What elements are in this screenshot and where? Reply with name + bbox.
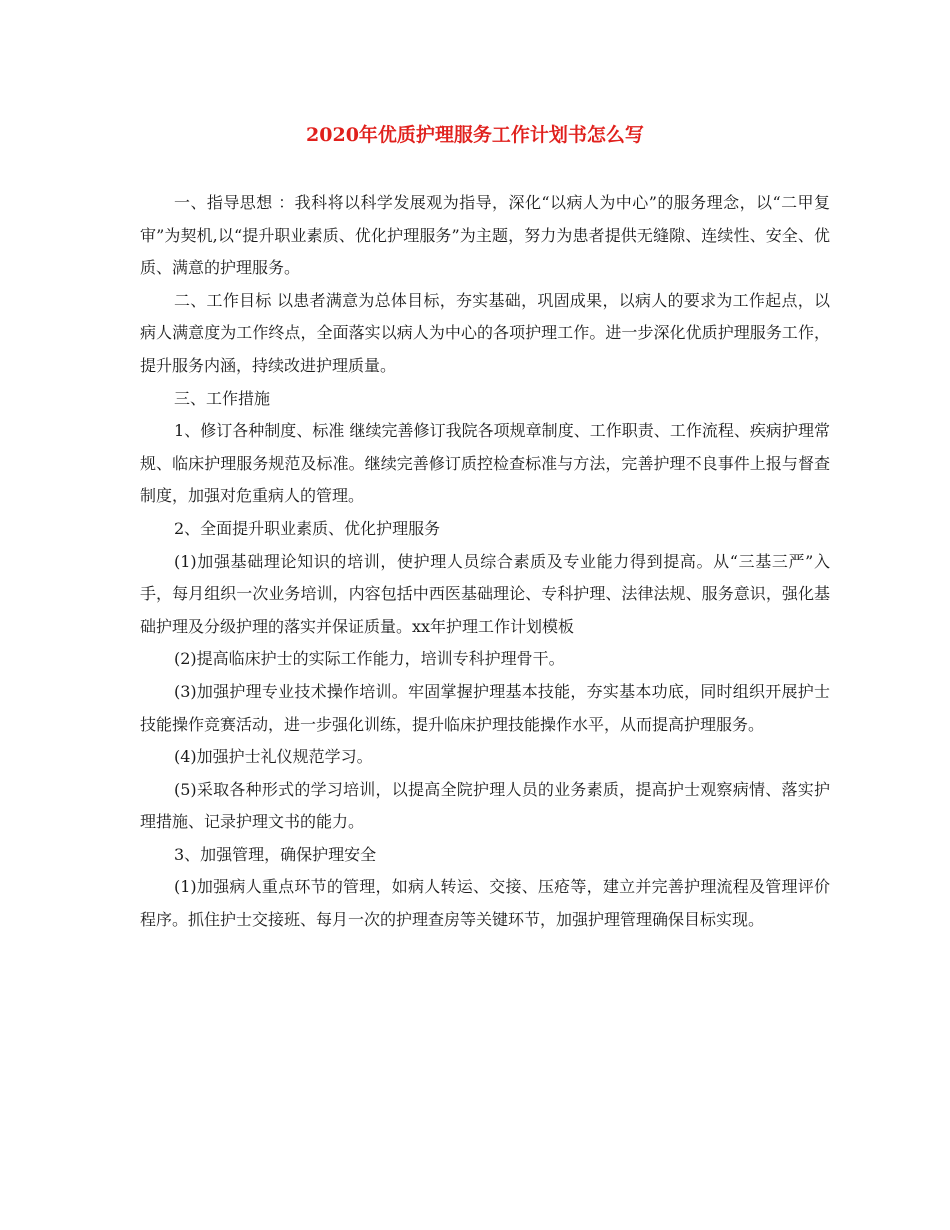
paragraph-item-2: (2)提高临床护士的实际工作能力，培训专科护理骨干。 bbox=[174, 649, 565, 669]
paragraph-item-4: (4)加强护士礼仪规范学习。 bbox=[174, 747, 373, 767]
paragraph-safety-heading: 3、加强管理，确保护理安全 bbox=[174, 844, 377, 864]
paragraph-item-5: (5)采取各种形式的学习培训，以提高全院护理人员的业务素质，提高护士观察病情、落实护理措施、记录护理文书的能力。 bbox=[140, 779, 830, 832]
paragraph-guiding-ideology: 一、指导思想 ：我科将以科学发展观为指导，深化“以病人为中心”的服务理念，以“二甲复审”为契机,以“提升职业素质、优化护理服务”为主题，努力为患者提供无缝隙、连续性、安全、优质、满意的护理服务。 bbox=[140, 193, 830, 278]
document-title: 2020年优质护理服务工作计划书怎么写 bbox=[306, 124, 644, 146]
paragraph-item-1: (1)加强基础理论知识的培训，使护理人员综合素质及专业能力得到提高。从“三基三严”入手，每月组织一次业务培训，内容包括中西医基础理论、专科护理、法律法规、服务意识，强化基础护理及分级护理的落实并保证质量。xx年护理工作计划模板 bbox=[140, 551, 830, 636]
paragraph-safety-item-1: (1)加强病人重点环节的管理，如病人转运、交接、压疮等，建立并完善护理流程及管理评价程序。抓住护士交接班、每月一次的护理查房等关键环节，加强护理管理确保目标实现。 bbox=[140, 877, 830, 930]
paragraph-improve-quality-heading: 2、全面提升职业素质、优化护理服务 bbox=[174, 518, 441, 538]
paragraph-item-3: (3)加强护理专业技术操作培训。牢固掌握护理基本技能，夯实基本功底，同时组织开展护士技能操作竞赛活动，进一步强化训练，提升临床护理技能操作水平，从而提高护理服务。 bbox=[140, 681, 830, 734]
paragraph-work-measures-heading: 三、工作措施 bbox=[174, 388, 271, 408]
paragraph-work-goals: 二、工作目标 以患者满意为总体目标，夯实基础，巩固成果，以病人的要求为工作起点，以病人满意度为工作终点，全面落实以病人为中心的各项护理工作。进一步深化优质护理服务工作，提升服务内涵，持续改进护理质量。 bbox=[140, 290, 830, 375]
paragraph-revise-systems: 1、修订各种制度、标准 继续完善修订我院各项规章制度、工作职责、工作流程、疾病护理常规、临床护理服务规范及标准。继续完善修订质控检查标准与方法，完善护理不良事件上报与督查制度，加强对危重病人的管理。 bbox=[140, 421, 830, 506]
document-body bbox=[140, 187, 830, 937]
